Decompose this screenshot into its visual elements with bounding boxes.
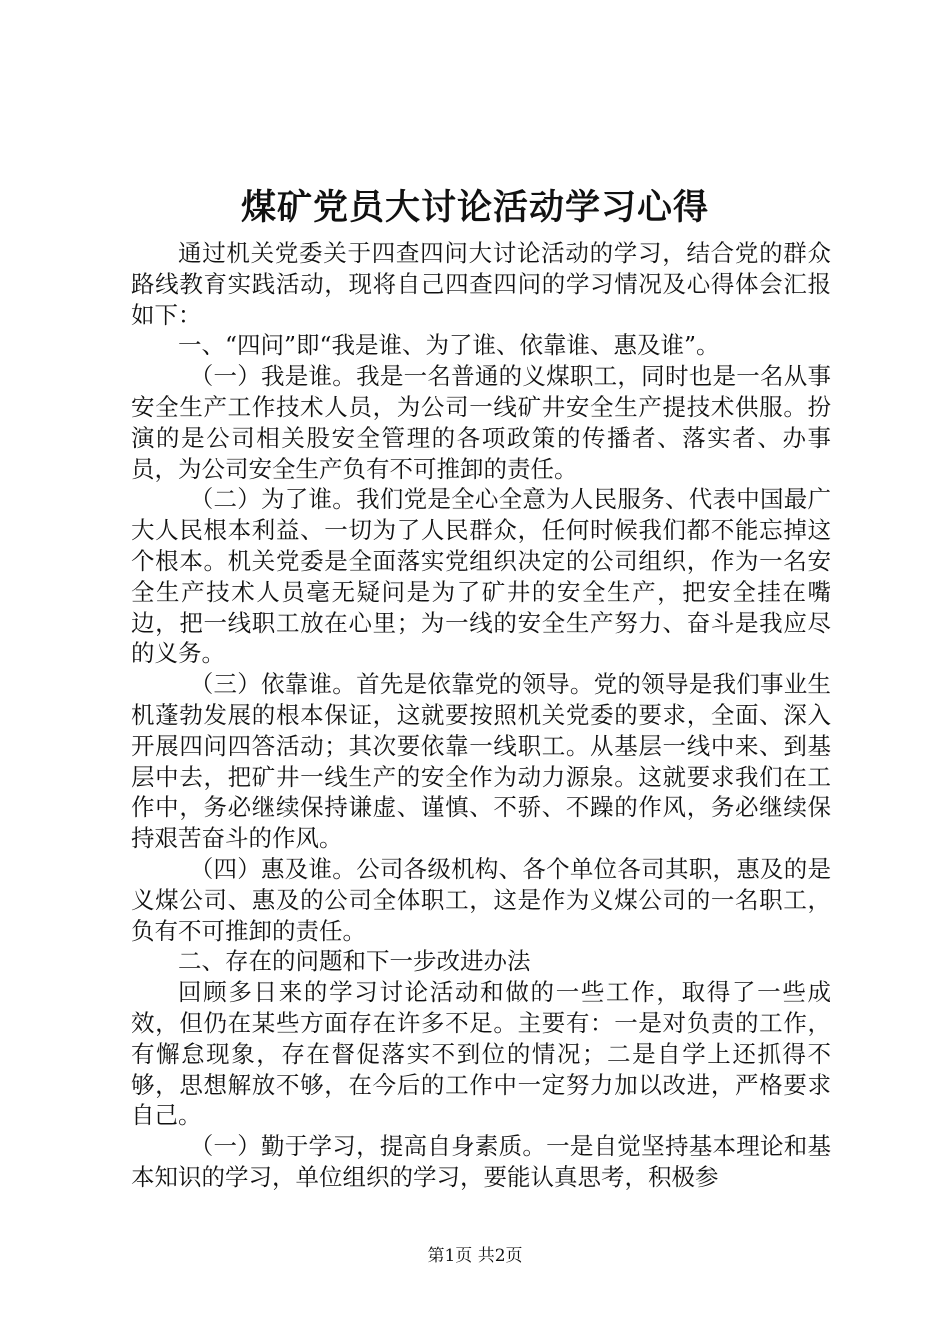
paragraph-rely-on-whom: （三）依靠谁。首先是依靠党的领导。党的领导是我们事业生机蓬勃发展的根本保证，这就要按照机关党委的要求，全面、深入开展四问四答活动；其次要依靠一线职工。从基层一线中来、到基层中去，把矿井一线生产的安全作为动力源泉。这就要求我们在工作中，务必继续保持谦虚、谨慎、不骄、不躁的作风，务必继续保持艰苦奋斗的作风。 [131, 670, 831, 853]
paragraph-diligent-study: （一）勤于学习，提高自身素质。一是自觉坚持基本理论和基本知识的学习，单位组织的学习，要能认真思考，积极参 [131, 1132, 831, 1191]
heading-four-questions: 一、“四问”即“我是谁、为了谁、依靠谁、惠及谁”。 [178, 331, 720, 360]
document-body [131, 238, 831, 1193]
heading-problems-improvements: 二、存在的问题和下一步改进办法 [178, 947, 531, 976]
paragraph-who-am-i: （一）我是谁。我是一名普通的义煤职工，同时也是一名从事安全生产工作技术人员，为公司一线矿井安全生产提技术供服。扮演的是公司相关股安全管理的各项政策的传播者、落实者、办事员，为公司安全生产负有不可推卸的责任。 [131, 362, 831, 483]
page-footer: 第1页 共2页 [427, 1246, 523, 1266]
document-title: 煤矿党员大讨论活动学习心得 [240, 187, 709, 228]
paragraph-intro: 通过机关党委关于四查四问大讨论活动的学习，结合党的群众路线教育实践活动，现将自己四查四问的学习情况及心得体会汇报如下： [131, 239, 831, 329]
paragraph-benefit-whom: （四）惠及谁。公司各级机构、各个单位各司其职，惠及的是义煤公司、惠及的公司全体职工，这是作为义煤公司的一名职工，负有不可推卸的责任。 [131, 854, 831, 945]
paragraph-review: 回顾多日来的学习讨论活动和做的一些工作，取得了一些成效，但仍在某些方面存在许多不足。主要有：一是对负责的工作，有懈怠现象，存在督促落实不到位的情况；二是自学上还抓得不够，思想解放不够，在今后的工作中一定努力加以改进，严格要求自己。 [131, 978, 831, 1130]
paragraph-for-whom: （二）为了谁。我们党是全心全意为人民服务、代表中国最广大人民根本利益、一切为了人民群众，任何时候我们都不能忘掉这个根本。机关党委是全面落实党组织决定的公司组织，作为一名安全生产技术人员毫无疑问是为了矿井的安全生产，把安全挂在嘴边，把一线职工放在心里；为一线的安全生产努力、奋斗是我应尽的义务。 [131, 485, 831, 668]
